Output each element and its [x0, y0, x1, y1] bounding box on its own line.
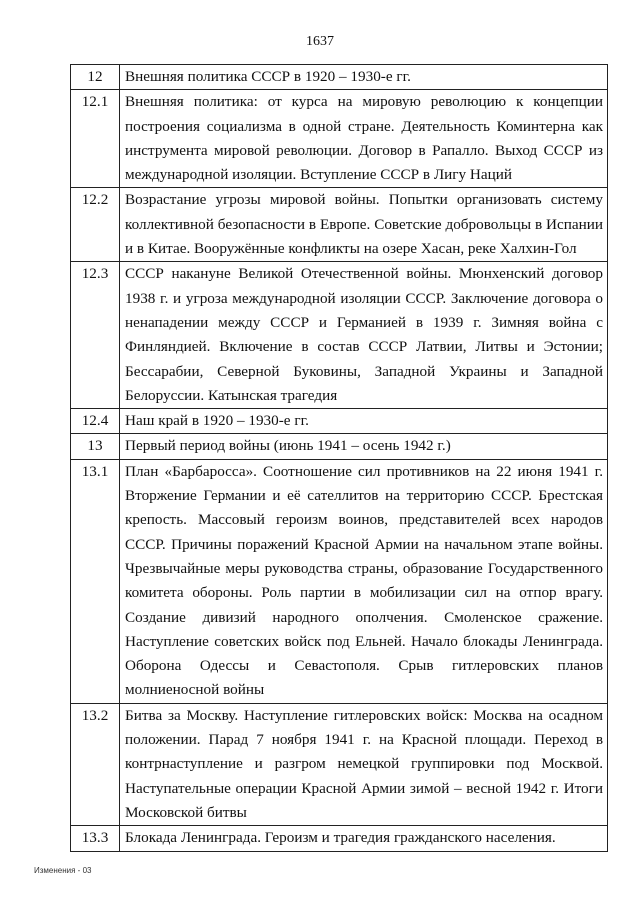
section-text: Наш край в 1920 – 1930-е гг. [120, 409, 608, 434]
section-text: План «Барбаросса». Соотношение сил противников на 22 июня 1941 г. Вторжение Германии и её сателлитов на территорию СССР. Брестская крепость. Массовый героизм воинов, представителей всех народов СССР. Причины поражений Красной Армии на начальном этапе войны. Чрезвычайные меры руководства страны, образование Государственного комитета обороны. Роль партии в мобилизации сил на отпор врагу. Создание дивизий народного ополчения. Смоленское сражение. Наступление советских войск под Ельней. Начало блокады Ленинграда. Оборона Одессы и Севастополя. Срыв гитлеровских планов молниеносной войны [120, 459, 608, 703]
section-number: 12.4 [71, 409, 120, 434]
table-row [71, 826, 608, 851]
section-text: Возрастание угрозы мировой войны. Попытки организовать систему коллективной безопасности в Европе. Советские добровольцы в Испании и в Китае. Вооружённые конфликты на озере Хасан, реке Халхин-Гол [120, 188, 608, 262]
table-row [71, 459, 608, 703]
section-text: Блокада Ленинграда. Героизм и трагедия гражданского населения. [120, 826, 608, 851]
section-number: 13 [71, 434, 120, 459]
content-table [70, 64, 608, 852]
section-text: СССР накануне Великой Отечественной войны. Мюнхенский договор 1938 г. и угроза международной изоляции СССР. Заключение договора о ненападении между СССР и Германией в 1939 г. Зимняя война с Финляндией. Включение в состав СССР Латвии, Литвы и Эстонии; Бессарабии, Северной Буковины, Западной Украины и Западной Белоруссии. Катынская трагедия [120, 262, 608, 409]
section-text: Внешняя политика: от курса на мировую революцию к концепции построения социализма в одной стране. Деятельность Коминтерна как инструмента мировой революции. Договор в Рапалло. Выход СССР из международной изоляции. Вступление СССР в Лигу Наций [120, 90, 608, 188]
footer-revision: Изменения - 03 [34, 866, 92, 875]
table-row [71, 703, 608, 825]
table-row [71, 90, 608, 188]
table-row [71, 188, 608, 262]
section-text: Битва за Москву. Наступление гитлеровских войск: Москва на осадном положении. Парад 7 ноября 1941 г. на Красной площади. Переход в контрнаступление и разгром немецкой группировки под Москвой. Наступательные операции Красной Армии зимой – весной 1942 г. Итоги Московской битвы [120, 703, 608, 825]
section-number: 12.1 [71, 90, 120, 188]
table-row [71, 262, 608, 409]
table-row [71, 409, 608, 434]
section-number: 12.2 [71, 188, 120, 262]
section-number: 13.1 [71, 459, 120, 703]
section-text: Внешняя политика СССР в 1920 – 1930-е гг. [120, 65, 608, 90]
section-number: 13.2 [71, 703, 120, 825]
section-number: 12.3 [71, 262, 120, 409]
section-number: 12 [71, 65, 120, 90]
table-row [71, 65, 608, 90]
section-number: 13.3 [71, 826, 120, 851]
table-row [71, 434, 608, 459]
page-number: 1637 [306, 34, 334, 49]
section-text: Первый период войны (июнь 1941 – осень 1942 г.) [120, 434, 608, 459]
